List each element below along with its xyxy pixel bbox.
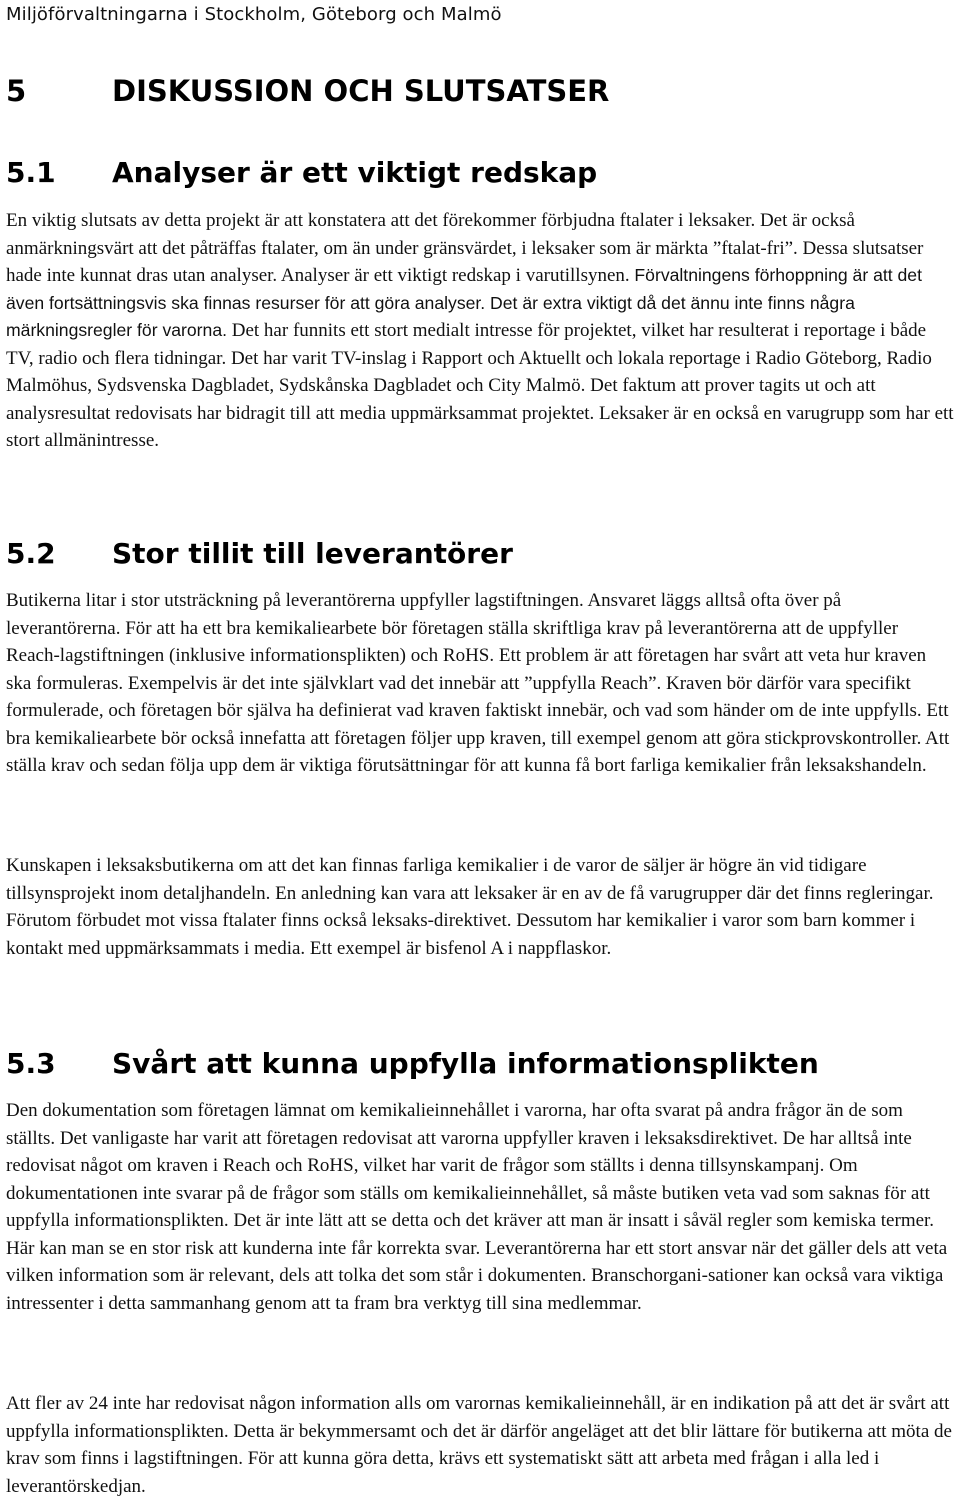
section-heading-5-1	[6, 156, 597, 189]
section-5-2-paragraph-2: Kunskapen i leksaksbutikerna om att det kan finnas farliga kemikalier i de varor de säljer är högre än vid tidigare tillsynsprojekt inom detaljhandeln. En anledning kan vara att leksaker är en av de få varugrupper där det finns regleringar. Förutom förbudet mot vissa ftalater finns också leksaks-direktivet. Dessutom har kemikalier i varor som barn kommer i kontakt med uppmärksammats i media. Ett exempel är bisfenol A i nappflaskor.	[6, 855, 934, 959]
section-number: 5.3	[6, 1047, 56, 1080]
section-heading-5-3	[6, 1047, 819, 1080]
paragraph-text-sans: Förvaltningens förhoppning är att det även fortsättningsvis ska finnas resurser för att göra analyser. Det är extra viktigt då det ännu inte finns några märkningsregler för varorna.	[6, 265, 922, 340]
section-title: Analyser är ett viktigt redskap	[112, 156, 598, 189]
section-5-2-paragraph-1: Butikerna litar i stor utsträckning på leverantörerna uppfyller lagstiftningen. Ansvaret läggs alltså ofta över på leverantörerna. För att ha ett bra kemikaliearbete bör företagen ställa skriftliga krav på leverantörerna att de uppfyller Reach-lagstiftningen (inklusive informationsplikten) och RoHS. Ett problem är att företagen har svårt att veta hur kraven ska formuleras. Exempelvis är det inte självklart vad det innebär att ”uppfylla Reach”. Kraven bör därför vara specifikt formulerade, och företagen bör själva ha definierat vad kraven faktiskt innebär, och vad som händer om de inte uppfylls. Ett bra kemikaliearbete bör också innefatta att företagen följer upp kraven, till exempel genom att göra stickprovskontroller. Att ställa krav och sedan följa upp dem är viktiga förutsättningar för att kunna få bort farliga kemikalier från leksakshandeln.	[6, 590, 950, 776]
section-number: 5.1	[6, 156, 56, 189]
section-title: Svårt att kunna uppfylla informationsplikten	[112, 1047, 819, 1080]
section-5-1-paragraph	[6, 207, 956, 455]
chapter-title: DISKUSSION OCH SLUTSATSER	[112, 74, 610, 108]
chapter-number: 5	[6, 74, 27, 108]
section-5-3-paragraph-2: Att fler av 24 inte har redovisat någon information alls om varornas kemikalieinnehåll, är en indikation på att det är svårt att uppfylla informationsplikten. Detta är bekymmersamt och det är därför angeläget att det blir lättare för butikerna att möta de krav som finns i lagstiftningen. För att kunna göra detta, krävs ett systematiskt sätt att arbeta med frågan i alla led i leverantörskedjan.	[6, 1393, 952, 1497]
paragraph-text-serif: Det har funnits ett stort medialt intresse för projektet, vilket har resulterat i reportage i både TV, radio och flera tidningar. Det har varit TV-inslag i Rapport och Aktuellt och lokala reportage i Radio Göteborg, Radio Malmöhus, Sydsvenska Dagbladet, Sydskånska Dagbladet och City Malmö. Det faktum att prover tagits ut och att analysresultat redovisats har bidragit till att media uppmärksammat projektet. Leksaker är en också en varugrupp som har ett stort allmänintresse.	[6, 320, 954, 451]
section-5-3-paragraph-1: Den dokumentation som företagen lämnat om kemikalieinnehållet i varorna, har ofta svarat på andra frågor än de som ställts. Det vanligaste har varit att företagen redovisat att varorna uppfyller kraven i leksaksdirektivet. De har alltså inte redovisat något om kraven i Reach och RoHS, vilket har varit de frågor som ställts i denna tillsynskampanj. Om dokumentationen inte svarar på de frågor som ställs om kemikalieinnehållet, så måste butiken veta vad som saknas för att uppfylla informationsplikten. Det är inte lätt att se detta och det kräver att man är insatt i såväl regler som kemiska termer. Här kan man se en stor risk att kunderna inte får korrekta svar. Leverantörerna har ett stort ansvar när det gäller dels att veta vilken information som är relevant, dels att tolka det som står i dokumenten. Branschorgani-sationer kan också vara viktiga intressenter i detta sammanhang genom att ta fram bra verktyg till sina medlemmar.	[6, 1100, 948, 1314]
running-header: Miljöförvaltningarna i Stockholm, Göteborg och Malmö	[6, 4, 502, 25]
paragraph-text-serif: En viktig slutsats av detta projekt är att konstatera att det förekommer förbjudna ftalater i leksaker. Det är också anmärkningsvärt att det påträffas ftalater, om än under gränsvärdet, i leksaker som är märkta ”ftalat-fri”. Dessa slutsatser hade inte kunnat dras utan analyser. Analyser är ett viktigt redskap i varutillsynen.	[6, 210, 924, 286]
section-title: Stor tillit till leverantörer	[112, 537, 513, 570]
chapter-heading	[6, 74, 609, 108]
section-number: 5.2	[6, 537, 56, 570]
section-heading-5-2	[6, 537, 513, 570]
